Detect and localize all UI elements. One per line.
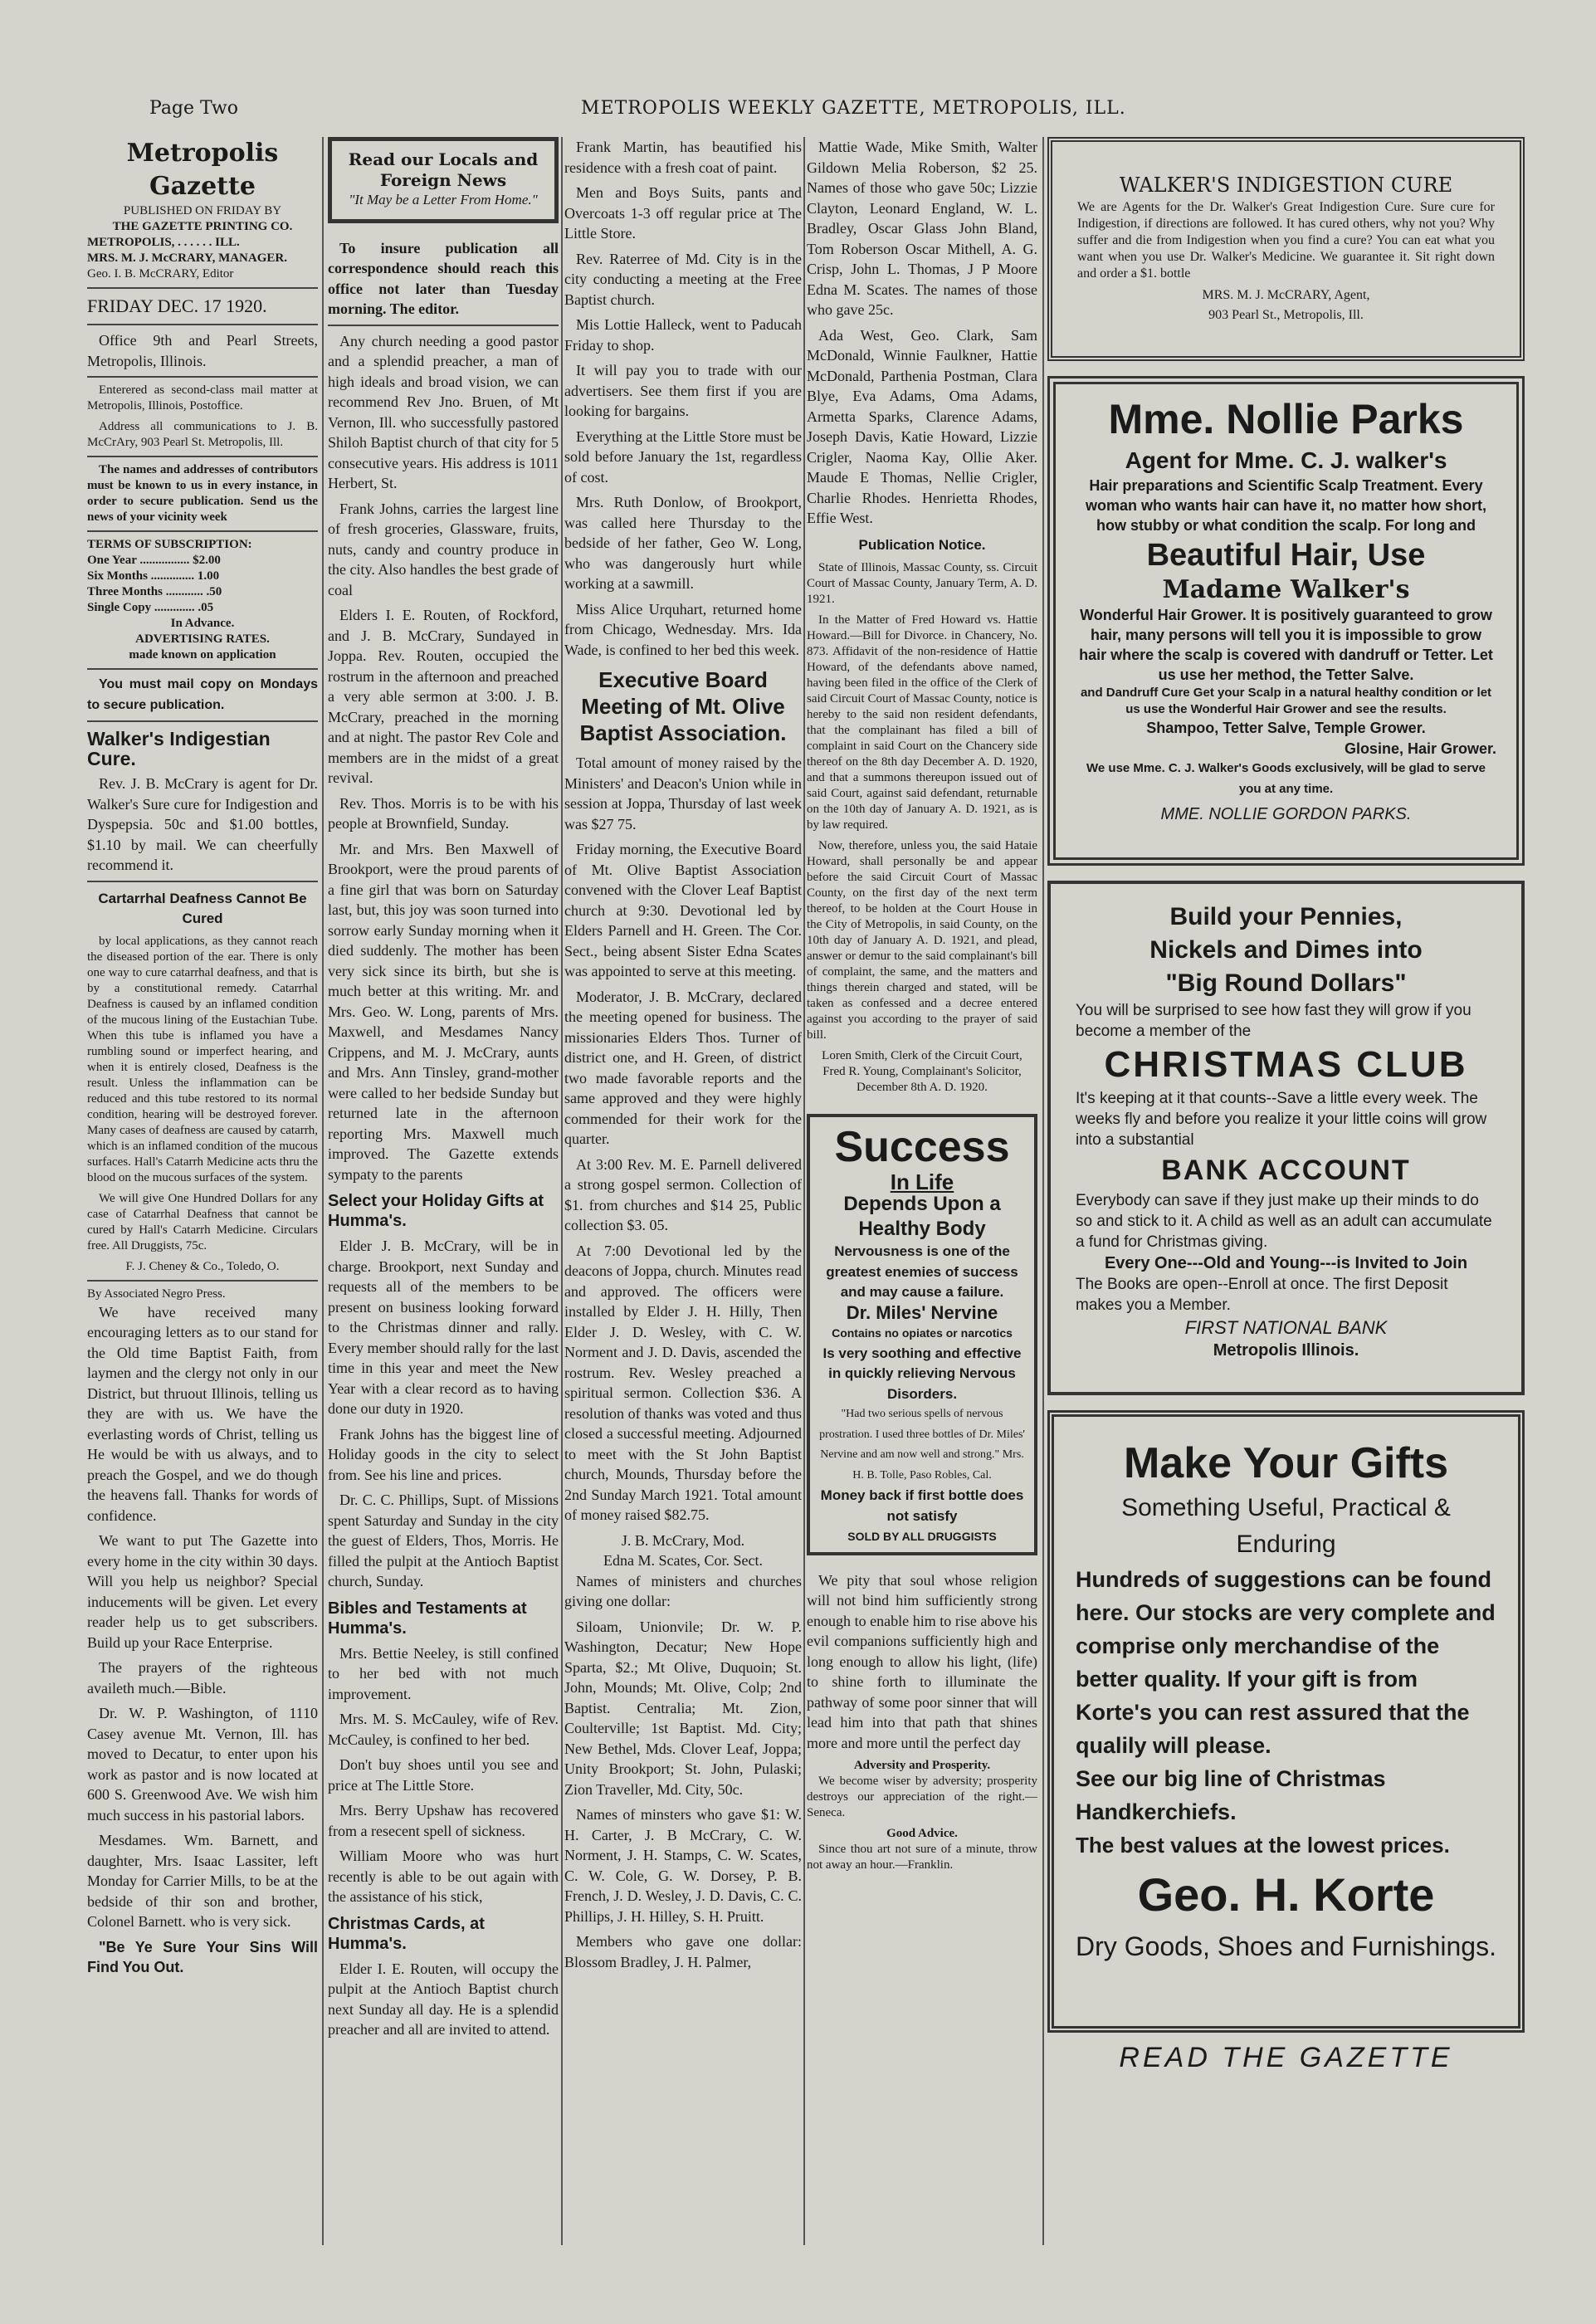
ad-text: See our big line of Christmas Handkerchiefs. bbox=[1076, 1766, 1386, 1824]
article-text: It will pay you to trade with our advertisers. See them first if you are looking for bargains. bbox=[564, 362, 802, 419]
entered-text: Enterered as second-class mail matter at Metropolis, Illinois, Postoffice. bbox=[87, 383, 318, 413]
article-text: Ada West, Geo. Clark, Sam McDonald, Winnie Faulkner, Hattie McDonald, Parthenia Postman, Clara Blye, Eva Adams, Oma Adams, Armetta Sparks, Clarence Adams, Joseph Davis, Katie Howard, Lizzie Crigler, Naoma Kay, Ollie Aker. Maude E Thomas, Nellie Crigler, Charlie Rhodes. Henrietta Rhodes, Effie West. bbox=[807, 326, 1037, 526]
article-text: Mattie Wade, Mike Smith, Walter Gildown Melia Roberson, $2 25. Names of those who gave 50c; Lizzie Clayton, Leonard England, W. L. Bradley, Oscar Glass John Bland, Tom Roberson Oscar Mithell, A. G. Crisp, John L. Thomas, J P Moore Edna M. Scates. The names of those who gave 25c. bbox=[807, 139, 1037, 318]
column-rule bbox=[322, 137, 324, 2245]
publisher-line: METROPOLIS, . . . . . . ILL. bbox=[87, 236, 240, 249]
quote-text: Since thou art not sure of a minute, throw not away an hour.—Franklin. bbox=[807, 1843, 1037, 1872]
ad-headline: Nickels and Dimes into bbox=[1149, 936, 1423, 964]
legal-text: Now, therefore, unless you, the said Hataie Howard, shall personally be and appear before the said Circuit Court of Massac County, on the first day of the next term thereof, to be holden at the Court House in the City of Metropolis, in said County, on the 10th day of January A. D. 1921, and plead, answer or demur to the said complainant's bill of complaint, the same, and the matters and things therein charged and stated, will be taken as confessed and a decree entered against you according to the prayer of said bill. bbox=[807, 838, 1037, 1042]
article-text: Don't buy shoes until you see and price at The Little Store. bbox=[328, 1756, 559, 1794]
ad-text: Everybody can save if they just make up their minds to do so and stick to it. A child as well as an adult can accumulate a fund for Christmas giving. bbox=[1076, 1192, 1492, 1251]
deafness-offer: We will give One Hundred Dollars for any case of Catarrhal Deafness that cannot be cured by Hall's Catarrh Medicine. Circulars free. All Druggists, 75c. bbox=[87, 1191, 318, 1252]
office-text: Office 9th and Pearl Streets, Metropolis, Illinois. bbox=[87, 332, 318, 369]
ad-text: The Books are open--Enroll at once. The first Deposit makes you a Member. bbox=[1076, 1276, 1448, 1314]
ad-text: Agent for Mme. C. J. walker's bbox=[1125, 447, 1447, 473]
article-text: We want to put The Gazette into every home in the city within 30 days. Will you help us neighbor? Special inducements will be given. Let every reader help us to get subscribers. Build up your Race Enterprise. bbox=[87, 1532, 318, 1651]
ad-text: Shampoo, Tetter Salve, Temple Grower. bbox=[1146, 720, 1426, 736]
ad-text: SOLD BY ALL DRUGGISTS bbox=[847, 1530, 997, 1543]
walker-text: Rev. J. B. McCrary is agent for Dr. Walker's Sure cure for Indigestion and Dyspepsia. 50c and $1.00 bottles, $1.10 by mail. We can cheerfully recommend it. bbox=[87, 775, 318, 873]
column-1 bbox=[87, 137, 318, 2262]
ad-text: Depends Upon a Healthy Body bbox=[843, 1193, 1001, 1240]
ad-subheadline: Madame Walker's bbox=[1162, 575, 1410, 604]
ad-headline: Build your Pennies, bbox=[1169, 903, 1403, 930]
ad-text: Every One---Old and Young---is Invited to Join bbox=[1104, 1254, 1468, 1272]
article-text: Dr. W. P. Washington, of 1110 Casey avenue Mt. Vernon, Ill. has moved to Decatur, to enter upon his work as pastor and is now located at 600 S. Greenwood Ave. We wish him much success in his pastorial labors. bbox=[87, 1705, 318, 1824]
publication-heading: Publication Notice. bbox=[858, 536, 986, 553]
article-text: Dr. C. C. Phillips, Supt. of Missions spent Saturday and Sunday in the city the guest of Elders, Thos, Morris. He filled the pulpit at the Antioch Baptist church, Sunday. bbox=[328, 1492, 559, 1589]
publisher-line: THE GAZETTE PRINTING CO. bbox=[112, 220, 293, 233]
article-text: At 7:00 Devotional led by the deacons of Joppa, church. Minutes read and approved. The officers were installed by Elder J. H. Hilly, Then Elder J. D. Wesley, with C. W. Norment and J. D. Davis, ascended the rostrum. Rev. Wesley preached a spiritual sermon. Collection $36. A resolution of thanks was voted and thus closed a successful meeting. Adjourned to meet with the St John Baptist church, Mounds, Thursday before the 2nd Sunday March 1921. Total amount of money raised $82.75. bbox=[564, 1242, 802, 1523]
bank-account: BANK ACCOUNT bbox=[1161, 1155, 1411, 1186]
legal-text: State of Illinois, Massac County, ss. Circuit Court of Massac County, January Term, A. D. 1921. bbox=[807, 560, 1037, 606]
terms-heading: TERMS OF SUBSCRIPTION: bbox=[87, 538, 252, 551]
article-text: Any church needing a good pastor and a splendid preacher, a man of high ideals and broad vision, we can recommend Rev Jno. Bruen, of Mt Vernon, Ill. who successfully pastored Shiloh Baptist church of that city for 5 consecutive years. His address is 1011 Herbert, St. bbox=[328, 332, 559, 491]
article-text: Mrs. M. S. McCauley, wife of Rev. McCauley, is confined to her bed. bbox=[328, 1711, 559, 1748]
page-header bbox=[0, 98, 1596, 123]
article-text: William Moore who was hurt recently is able to be out again with the assistance of his stick, bbox=[328, 1848, 559, 1905]
article-text: We pity that soul whose religion will not bind him sufficiently strong enough to enable him to rise above his evil companions sufficiently high and long enough to allow his light, (life) to shine forth to illuminate the pathway of some poor sinner that will lead him into that path that shines more and more until the perfect day bbox=[807, 1571, 1037, 1751]
article-text: Mrs. Berry Upshaw has recovered from a resecent spell of sickness. bbox=[328, 1802, 559, 1839]
deafness-text: by local applications, as they cannot reach the diseased portion of the ear. There is only one way to cure catarrhal deafness, and that is by a constitutional remedy. Catarrhal Deafness is caused by an inflamed condition of the mucous lining of the Eustachian Tube. When this tube is inflamed you have a rumbling sound or imperfect hearing, and when it is entirely closed, Deafness is the result. Unless the inflammation can be reduced and this tube restored to its normal condition, hearing will be destroyed forever. Many cases of deafness are caused by catarrh, which is an inflamed condition of the mucous surfaces. Hall's Catarrh Medicine acts thru the blood on the mucous surfaces of the system. bbox=[87, 934, 318, 1184]
article-heading: Christmas Cards, at Humma's. bbox=[328, 1914, 485, 1953]
article-text: Everything at the Little Store must be sold before January the 1st, regardless of cost. bbox=[564, 427, 802, 486]
locals-heading: Read our Locals and Foreign News bbox=[348, 149, 539, 190]
article-text: Men and Boys Suits, pants and Overcoats 1-3 off regular price at The Little Store. bbox=[564, 184, 802, 242]
bank-ad bbox=[1047, 881, 1525, 1395]
article-text: Elder I. E. Routen, will occupy the pulpit at the Antioch Baptist church next Sunday all day. He is a splendid preacher and all are invited to attend. bbox=[328, 1960, 559, 2038]
ad-headline: Make Your Gifts bbox=[1123, 1439, 1449, 1487]
legal-text: In the Matter of Fred Howard vs. Hattie Howard.—Bill for Divorce. in Chancery, No. 873. Affidavit of the non-residence of Hattie Howard, of the defendants above named, having been filed in the office of the Clerk of said Circuit Court of Massac County, notice is hereby to the said non resident defendants, that the complainant has filed a bill of complaint in said Court on the Chancery side thereof on the 8th day December A. D. 1920, and that a summons thereupon issued out of said Court, against said defendant, returnable on the 10th day of January A. D. 1921, as is by law required. bbox=[807, 613, 1037, 832]
ad-subheadline: Something Useful, Practical & Enduring bbox=[1121, 1494, 1451, 1558]
article-text: Frank Johns, carries the largest line of fresh groceries, Glassware, fruits, nuts, candy and country produce in the city. Also handles the best grade of coal bbox=[328, 500, 559, 598]
store-tagline: Dry Goods, Shoes and Furnishings. bbox=[1076, 1931, 1496, 1961]
article-text: Mrs. Ruth Donlow, of Brookport, was called here Thursday to the bedside of her father, Geo W. Long, who was dangerously hurt while working at a sawmill. bbox=[564, 494, 802, 592]
ad-text: Hair preparations and Scientific Scalp Treatment. Every woman who wants hair can have it, no matter how short, how stubby or what condition the scalp. For long and bbox=[1085, 477, 1487, 534]
ad-product: Dr. Miles' Nervine bbox=[846, 1301, 998, 1323]
terms-line: One Year ................ $2.00 bbox=[87, 554, 221, 567]
ad-text: We use Mme. C. J. Walker's Goods exclusively, will be glad to serve you at any time. bbox=[1086, 761, 1486, 796]
nollie-parks-ad bbox=[1047, 376, 1525, 866]
terms-line: Single Copy ............. .05 bbox=[87, 601, 214, 614]
article-text: Mrs. Bettie Neeley, is still confined to her bed with not much improvement. bbox=[328, 1644, 559, 1702]
ad-text: It's keeping at it that counts--Save a little every week. The weeks fly and before you realize it your little coins will grow into a substantial bbox=[1076, 1090, 1487, 1149]
anp-credit: By Associated Negro Press. bbox=[87, 1286, 226, 1301]
column-rule bbox=[1042, 137, 1044, 2245]
publisher-line: Geo. I. B. McCRARY, Editor bbox=[87, 267, 234, 281]
ad-text: Is very soothing and effective in quickly relieving Nervous Disorders. bbox=[822, 1345, 1022, 1402]
publisher-line: PUBLISHED ON FRIDAY BY bbox=[123, 204, 282, 217]
article-text: To insure publication all correspondence should reach this office not later than Tuesday morning. The editor. bbox=[328, 239, 559, 317]
ad-text: Money back if first bottle does not satisfy bbox=[820, 1487, 1024, 1524]
article-text: Mr. and Mrs. Ben Maxwell of Brookport, were the proud parents of a fine girl that was born on Saturday last, but, this joy was soon turned into sorrow early Sunday morning when it died suddenly. The mother has been very sick since its birth, but she is much better at this writing. Mr. and Mrs. Geo. W. Long, parents of Mrs. Maxwell, and Mesdames Nancy Crippens, and M. J. McCrary, aunts and Mrs. Ann Tinsley, grand-mother were called to her bedside Sunday but returned late in the afternoon reporting Mrs. Maxwell much improved. The Gazette extends sympaty to the parents bbox=[328, 840, 559, 1183]
ad-headline: Beautiful Hair, Use bbox=[1146, 538, 1426, 573]
article-text: Rev. Thos. Morris is to be with his people at Brownfield, Sunday. bbox=[328, 794, 559, 832]
signature: J. B. McCrary, Mod. bbox=[621, 1531, 745, 1549]
legal-signature: Fred R. Young, Complainant's Solicitor, December 8th A. D. 1920. bbox=[822, 1064, 1022, 1094]
article-text: Mesdames. Wm. Barnett, and daughter, Mrs. Isaac Lassiter, left Monday for Carrier Mills, to be at the bedside of thir son and brother, Colonel Barnett. who is very sick. bbox=[87, 1832, 318, 1930]
board-meeting-heading: Executive Board Meeting of Mt. Olive Baptist Association. bbox=[579, 667, 787, 745]
nervine-ad bbox=[807, 1114, 1037, 1555]
korte-ad bbox=[1047, 1410, 1525, 2033]
terms-line: Six Months .............. 1.00 bbox=[87, 569, 220, 583]
article-text: Miss Alice Urquhart, returned home from Chicago, Wednesday. Mrs. Ida Wade, is confined to her bed this week. bbox=[564, 600, 802, 658]
article-heading: Select your Holiday Gifts at Humma's. bbox=[328, 1192, 544, 1230]
ad-text: Wonderful Hair Grower. It is positively guaranteed to grow hair, many persons will tell you it is impossible to grow hair where the scalp is covered with dandruff or Tetter. Let us use her method, the Tetter Salve. bbox=[1079, 607, 1493, 683]
bank-location: Metropolis Illinois. bbox=[1213, 1341, 1359, 1360]
ad-text: You will be surprised to see how fast they will grow if you become a member of the bbox=[1076, 1002, 1472, 1040]
names-text: The names and addresses of contributors must be known to us in every instance, in order to secure publication. Send us the news of your vicinity week bbox=[87, 463, 318, 524]
ad-testimonial: "Had two serious spells of nervous prostration. I used three bottles of Dr. Miles' Nervine and am now well and strong." Mrs. H. B. Tolle, Paso Robles, Cal. bbox=[819, 1408, 1025, 1482]
deafness-heading: Cartarrhal Deafness Cannot Be Cured bbox=[98, 890, 307, 926]
ad-text: Hundreds of suggestions can be found here. Our stocks are very complete and comprise only merchandise of the better quality. If your gift is from Korte's you can rest assured that the qualily will please. bbox=[1076, 1567, 1496, 1758]
quote-heading: Adversity and Prosperity. bbox=[853, 1759, 991, 1772]
ad-text: The best values at the lowest prices. bbox=[1076, 1833, 1450, 1858]
column-rule bbox=[561, 137, 563, 2245]
article-text: Elders I. E. Routen, of Rockford, and J. B. McCrary, Sundayed in Joppa. Rev. Routen, occupied the rostrum in the afternoon and preached a very able sermon at 3:00. J. B. McCrary, preached in the morning and at night. The pastor Rev Cole and members are in the midst of a great revival. bbox=[328, 607, 559, 786]
column-3 bbox=[564, 137, 802, 2262]
ad-headline: "Big Round Dollars" bbox=[1165, 969, 1407, 997]
ad-headline: Success bbox=[834, 1122, 1010, 1171]
ad-headline: WALKER'S INDIGESTION CURE bbox=[1119, 173, 1453, 197]
article-text: Siloam, Unionvile; Dr. W. P. Washington, Decatur; New Hope Sparta, $2.; Mt Olive, Duquoin; St. John, Mounds; Mt. Olive, Colp; 2nd Baptist. Centralia; Mt. Zion, Coulterville; 1st Baptist. Md. City; New Bethel, Mds. Clover Leaf, Joppa; Unity Brookport; St. John, Pulaski; Zion Traveller, Md. City, 50c. bbox=[564, 1618, 802, 1798]
issue-date: FRIDAY DEC. 17 1920. bbox=[87, 295, 267, 316]
ad-subheadline: In Life bbox=[890, 1169, 954, 1194]
article-text: Rev. Raterree of Md. City is in the city conducting a meeting at the Free Baptist church. bbox=[564, 250, 802, 308]
article-text: Members who gave one dollar: Blossom Bradley, J. H. Palmer, bbox=[564, 1933, 802, 1970]
quote-heading: Good Advice. bbox=[886, 1827, 958, 1840]
ad-signature: MRS. M. J. McCRARY, Agent, bbox=[1202, 287, 1370, 302]
paper-title: Metropolis Gazette bbox=[126, 139, 279, 201]
article-text: We have received many encouraging letters as to our stand for the Old time Baptist Faith, from laymen and the clergy not only in our District, but thruout Illinois, telling us they are with us. We have the everlasting words of Christ, telling us He would be with us always, and to preach the Gospel, and we do though the heavens fall. Thanks for words of confidence. bbox=[87, 1303, 318, 1524]
store-name: Geo. H. Korte bbox=[1137, 1868, 1435, 1921]
masthead: METROPOLIS WEEKLY GAZETTE, METROPOLIS, ILL. bbox=[581, 98, 1126, 119]
article-heading: Bibles and Testaments at Humma's. bbox=[328, 1599, 527, 1638]
ad-text: Glosine, Hair Grower. bbox=[1344, 740, 1496, 757]
ad-signature: 903 Pearl St., Metropolis, Ill. bbox=[1208, 308, 1364, 322]
quote-text: We become wiser by adversity; prosperity destroys our appreciation of the right.—Seneca. bbox=[807, 1775, 1037, 1819]
mail-notice: You must mail copy on Mondays to secure publication. bbox=[87, 677, 318, 712]
article-text: Mis Lottie Halleck, went to Paducah Friday to shop. bbox=[564, 316, 802, 354]
ad-text: and Dandruff Cure Get your Scalp in a natural healthy condition or let us use the Wonderful Hair Grower and see the results. bbox=[1080, 686, 1492, 716]
column-rule bbox=[803, 137, 805, 2245]
ad-text: We are Agents for the Dr. Walker's Great Indigestion Cure. Sure cure for Indigestion, if directions are followed. It has cured others, why not you? Why suffer and die from Indigestion when you find a cure? You can eat what you want when you use Dr. Walker's Medicine. We guarantee it. Sit right down and order a $1. bottle bbox=[1077, 199, 1495, 281]
advertising-text: made known on application bbox=[129, 648, 276, 662]
article-text: "Be Ye Sure Your Sins Will Find You Out. bbox=[87, 1938, 318, 1975]
column-5 bbox=[1047, 137, 1525, 2262]
walker-cure-ad bbox=[1047, 137, 1525, 361]
ad-signature: MME. NOLLIE GORDON PARKS. bbox=[1160, 805, 1412, 823]
terms-line: In Advance. bbox=[170, 617, 235, 630]
bank-name: FIRST NATIONAL BANK bbox=[1184, 1317, 1388, 1338]
article-text: Names of ministers and churches giving one dollar: bbox=[564, 1572, 802, 1609]
publisher-line: MRS. M. J. McCRARY, MANAGER. bbox=[87, 251, 287, 265]
signature: Edna M. Scates, Cor. Sect. bbox=[603, 1552, 763, 1569]
column-2 bbox=[328, 137, 559, 2262]
christmas-club: CHRISTMAS CLUB bbox=[1104, 1044, 1468, 1085]
legal-signature: Loren Smith, Clerk of the Circuit Court, bbox=[822, 1048, 1023, 1062]
column-4 bbox=[807, 137, 1037, 2262]
address-text: Address all communications to J. B. McCrAry, 903 Pearl St. Metropolis, Ill. bbox=[87, 420, 318, 449]
article-text: Friday morning, the Executive Board of Mt. Olive Baptist Association convened with the Clover Leaf Baptist church at 9:30. Devotional led by Elders Parnell and H. Green. The Cor. Sect., being absent Sister Edna Scates was appointed to serve at this meeting. bbox=[564, 841, 802, 979]
walker-heading: Walker's Indigestian Cure. bbox=[87, 728, 271, 769]
article-text: Frank Martin, has beautified his residence with a fresh coat of paint. bbox=[564, 139, 802, 176]
locals-box bbox=[328, 137, 559, 223]
article-text: Names of minsters who gave $1: W. H. Carter, J. B McCrary, C. W. Norment, J. H. Stamps, C. W. Scates, C. W. Cole, G. W. Dorsey, P. B. French, J. D. Wesley, J. D. Davis, C. C. Phillips, J. H. Hilley, S. H. Pruitt. bbox=[564, 1806, 802, 1925]
article-text: Moderator, J. B. McCrary, declared the meeting opened for business. The missionaries Elders Thos. Turner of district one, and H. Green, of district two made favorable reports and the same approved and they were highly commended for their work for the quarter. bbox=[564, 988, 802, 1147]
article-text: The prayers of the righteous availeth much.—Bible. bbox=[87, 1659, 318, 1697]
ad-headline: Mme. Nollie Parks bbox=[1108, 396, 1464, 442]
article-text: At 3:00 Rev. M. E. Parnell delivered a strong gospel sermon. Collection of $1. from churches and $14 25, Public collection $3. 05. bbox=[564, 1155, 802, 1233]
terms-line: Three Months ............ .50 bbox=[87, 585, 222, 598]
article-text: Frank Johns has the biggest line of Holiday goods in the city to select from. See his line and prices. bbox=[328, 1425, 559, 1483]
advertising-heading: ADVERTISING RATES. bbox=[135, 632, 270, 646]
read-the-gazette: READ THE GAZETTE bbox=[1119, 2042, 1453, 2073]
locals-subheading: "It May be a Letter From Home." bbox=[349, 192, 538, 208]
article-text: Elder J. B. McCrary, will be in charge. Brookport, next Sunday and requests all of the members to be present on business looking forward to the Christmas dinner and rally. Every member should rally for the last time in this year and meet the New Year with a clear record as to having done our duty in 1920. bbox=[328, 1238, 559, 1417]
article-text: Total amount of money raised by the Ministers' and Deacon's Union while in session at Joppa, Thursday of last week was $27 75. bbox=[564, 754, 802, 832]
page-number: Page Two bbox=[149, 98, 238, 119]
ad-text: Nervousness is one of the greatest enemies of success and may cause a failure. bbox=[826, 1243, 1018, 1300]
ad-text: Contains no opiates or narcotics bbox=[832, 1326, 1013, 1340]
cheney-signature: F. J. Cheney & Co., Toledo, O. bbox=[125, 1259, 280, 1273]
